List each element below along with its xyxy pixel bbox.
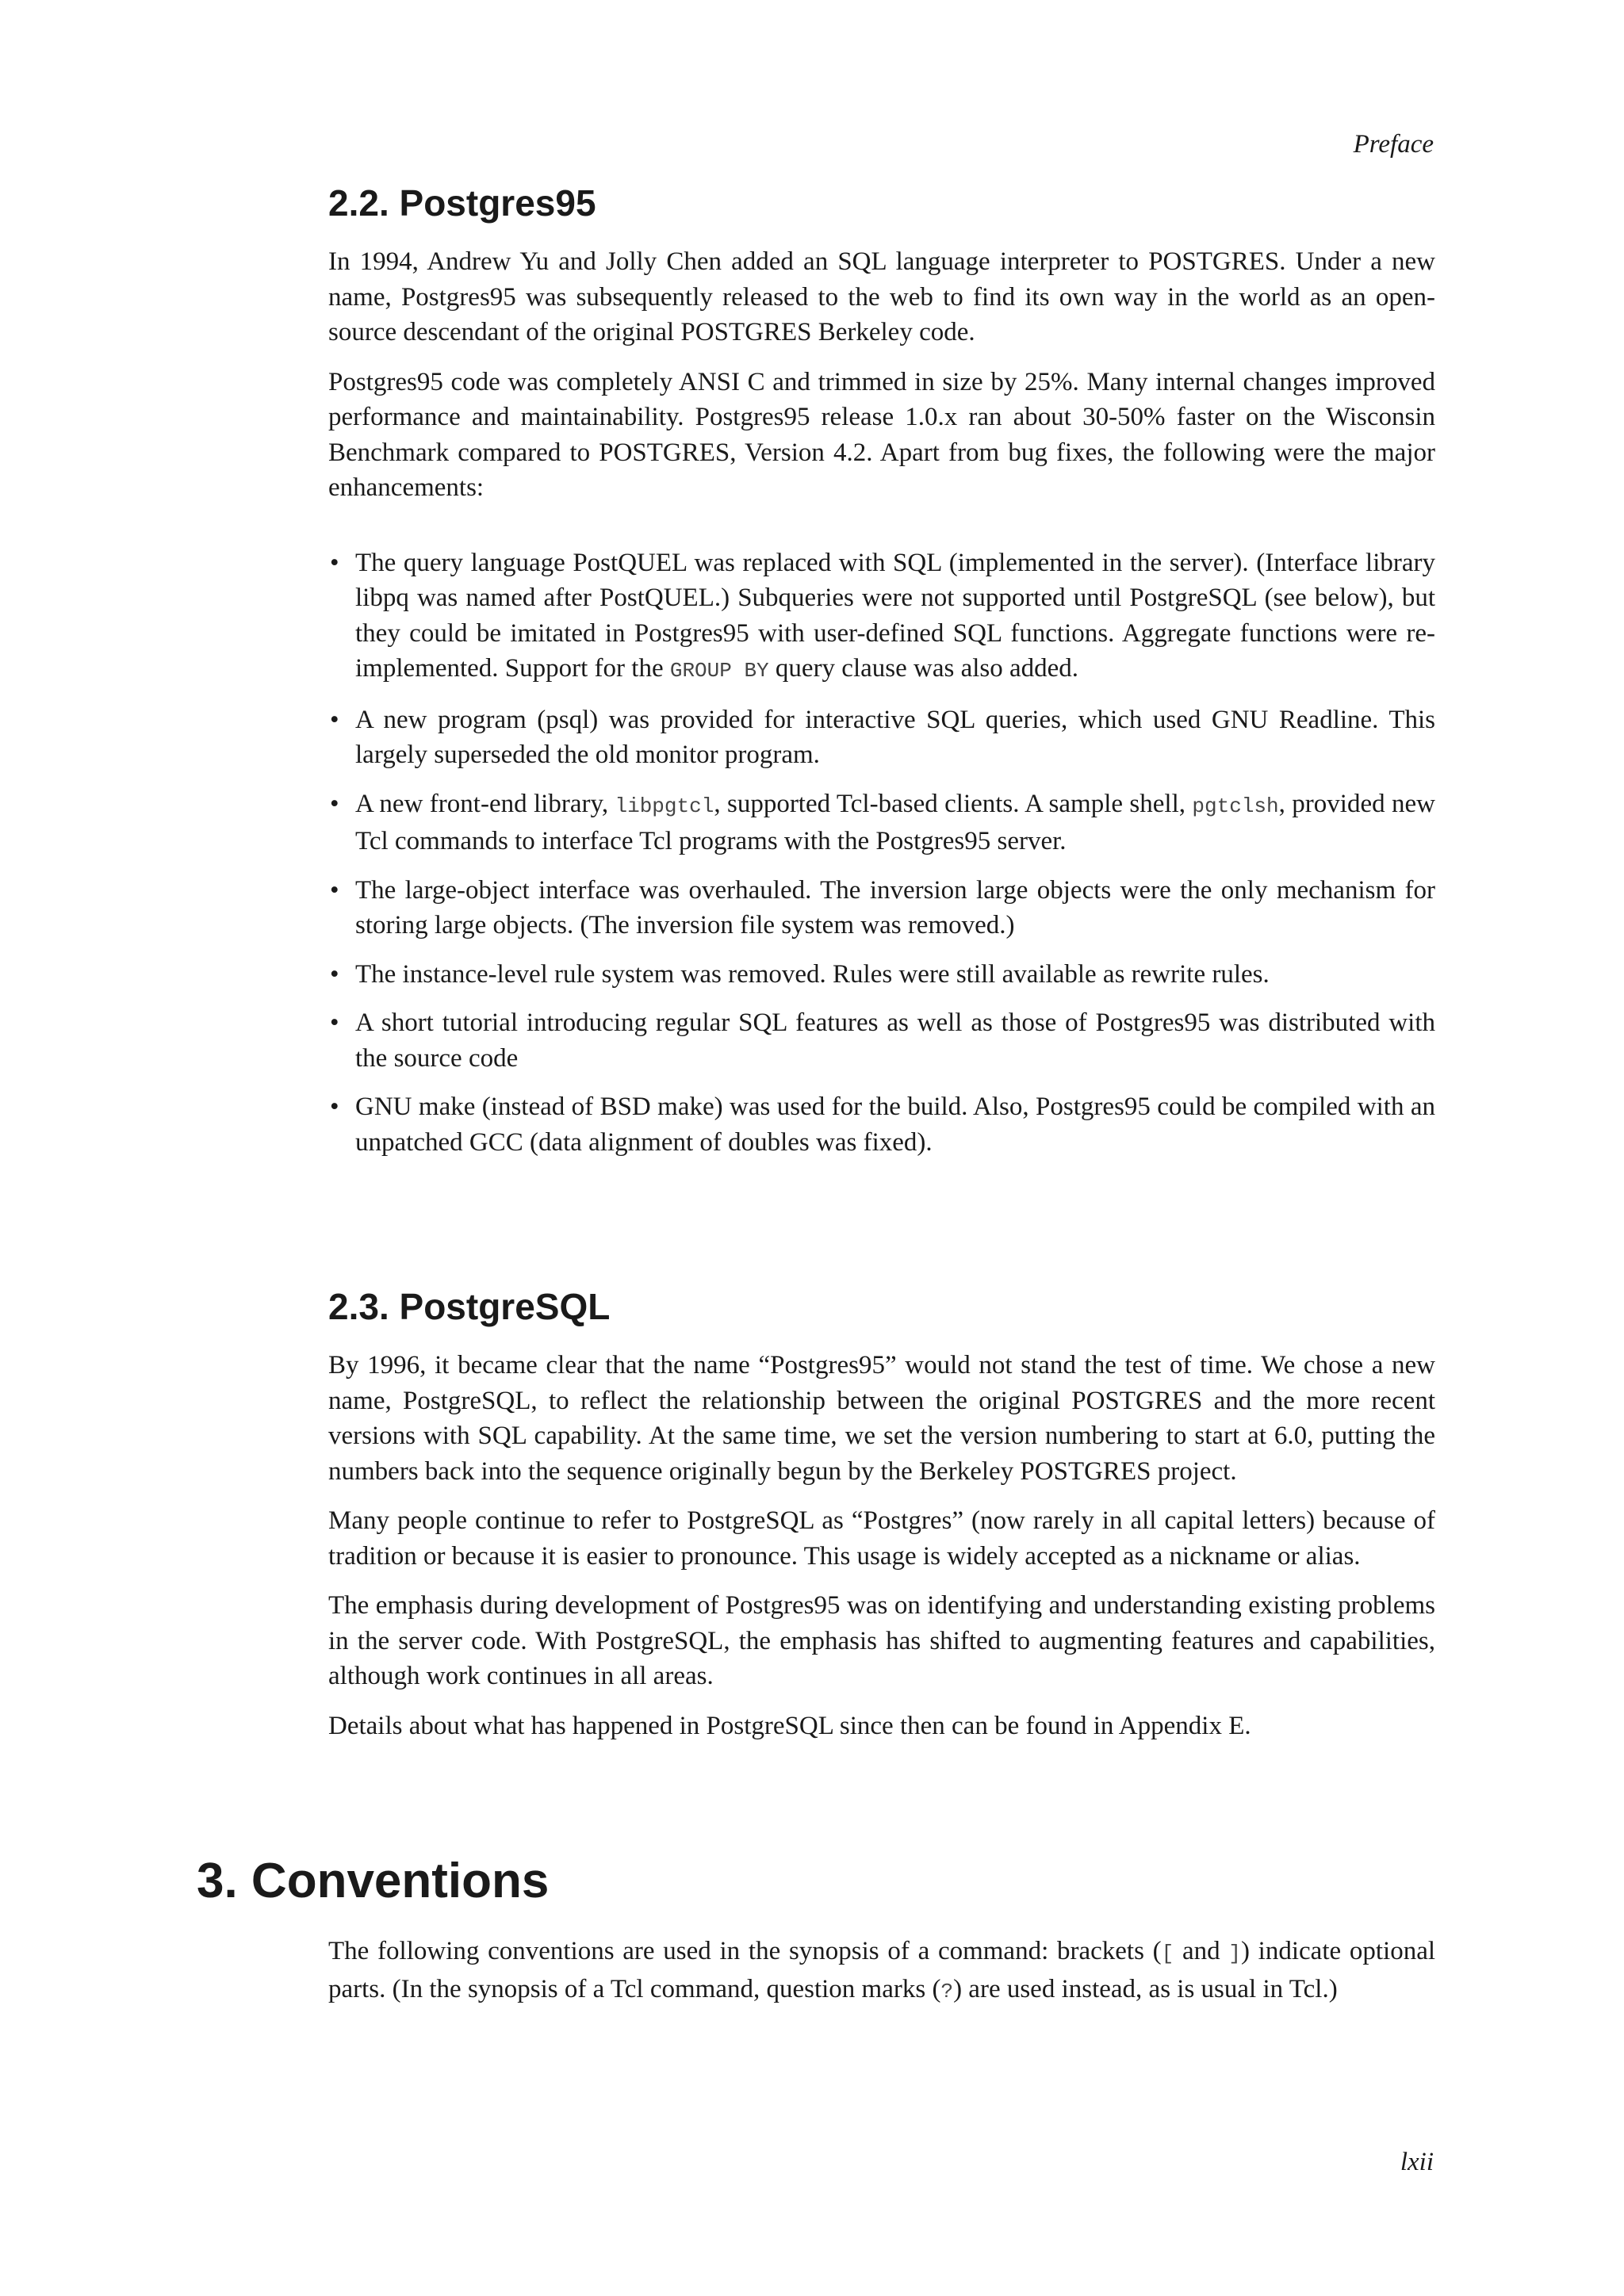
list-item bbox=[328, 1005, 1435, 1076]
paragraph-text: ) indicate optional parts. (In the synopsis of a Tcl command, question marks ( bbox=[328, 1937, 1436, 2003]
running-header: Preface bbox=[1353, 130, 1434, 159]
list-item bbox=[328, 1089, 1435, 1160]
paragraph-text: The following conventions are used in the synopsis of a command: brackets ( bbox=[328, 1937, 1162, 1965]
list-item bbox=[328, 786, 1435, 859]
paragraph bbox=[328, 1934, 1435, 2009]
page-content bbox=[197, 179, 1436, 2023]
list-item-text: , provided new Tcl commands to interface Tcl programs with the Postgres95 server. bbox=[355, 789, 1435, 855]
inline-code: ? bbox=[940, 1979, 954, 2003]
enhancements-list bbox=[328, 545, 1435, 1161]
inline-code: ] bbox=[1228, 1942, 1241, 1965]
bullet-icon: • bbox=[330, 875, 339, 905]
list-item-text: The large-object interface was overhauled. The inversion large objects were the only mechanism for storing large objects. (The inversion file system was removed.) bbox=[355, 875, 1435, 939]
list-item-text: The instance-level rule system was removed. Rules were still available as rewrite rules. bbox=[355, 959, 1270, 989]
list-item-text: A short tutorial introducing regular SQL features as well as those of Postgres95 was distributed with the source code bbox=[355, 1008, 1435, 1073]
bullet-icon: • bbox=[330, 1008, 339, 1037]
section-heading-2-3: 2.3. PostgreSQL bbox=[328, 1286, 611, 1327]
paragraph: Many people continue to refer to PostgreSQL as “Postgres” (now rarely in all capital letters) because of tradition or because it is easier to pronounce. This usage is widely accepted as a nickname or alias. bbox=[328, 1506, 1435, 1571]
list-item-text: query clause was also added. bbox=[768, 654, 1079, 683]
paragraph: By 1996, it became clear that the name “Postgres95” would not stand the test of time. We chose a new name, PostgreSQL, to reflect the relationship between the original POSTGRES and the more recent versions with SQL capability. At the same time, we set the version numbering to start at 6.0, putting the numbers back into the sequence originally begun by the Berkeley POSTGRES project. bbox=[328, 1351, 1435, 1486]
list-item-text: , supported Tcl-based clients. A sample shell, bbox=[714, 789, 1193, 818]
inline-code: GROUP BY bbox=[669, 659, 769, 683]
section-heading-2-2: 2.2. Postgres95 bbox=[328, 182, 596, 224]
paragraph: In 1994, Andrew Yu and Jolly Chen added an SQL language interpreter to POSTGRES. Under a new name, Postgres95 was subsequently released to the web to find its own way in the world as an open-source descendant of the original POSTGRES Berkeley code. bbox=[328, 247, 1435, 346]
list-item bbox=[328, 873, 1435, 943]
bullet-icon: • bbox=[330, 789, 339, 818]
paragraph: Details about what has happened in PostgreSQL since then can be found in Appendix E. bbox=[328, 1711, 1251, 1740]
list-item-text: The query language PostQUEL was replaced with SQL (implemented in the server). (Interface library libpq was named after PostQUEL.) Subqueries were not supported until PostgreSQL (see below), but they could be imitated in Postgres95 with user-defined SQL functions. Aggregate functions were re-implemented. Support for the bbox=[355, 548, 1435, 683]
list-item bbox=[328, 702, 1435, 773]
bullet-icon: • bbox=[330, 548, 339, 577]
paragraph: The emphasis during development of Postgres95 was on identifying and understanding existing problems in the server code. With PostgreSQL, the emphasis has shifted to augmenting features and capabilities, although work continues in all areas. bbox=[328, 1591, 1435, 1690]
section-spacer bbox=[328, 1173, 1435, 1283]
chapter-heading-conventions: 3. Conventions bbox=[197, 1854, 550, 1908]
inline-code: libpgtcl bbox=[615, 794, 714, 818]
section-spacer bbox=[328, 1758, 1435, 1851]
list-item bbox=[328, 957, 1435, 993]
paragraph-text: and bbox=[1174, 1937, 1229, 1965]
paragraph-text: ) are used instead, as is usual in Tcl.) bbox=[953, 1974, 1338, 2003]
inline-code: pgtclsh bbox=[1192, 794, 1279, 818]
bullet-icon: • bbox=[330, 1093, 339, 1121]
list-item-text: GNU make (instead of BSD make) was used for the build. Also, Postgres95 could be compiled with an unpatched GCC (data alignment of doubles was fixed). bbox=[355, 1093, 1435, 1157]
paragraph: Postgres95 code was completely ANSI C and trimmed in size by 25%. Many internal changes improved performance and maintainability. Postgres95 release 1.0.x ran about 30-50% faster on the Wisconsin Benchmark compared to POSTGRES, Version 4.2. Apart from bug fixes, the following were the major enhancements: bbox=[328, 367, 1435, 502]
inline-code: [ bbox=[1161, 1942, 1174, 1965]
page-number: lxii bbox=[1400, 2148, 1434, 2176]
bullet-icon: • bbox=[330, 705, 339, 734]
bullet-icon: • bbox=[330, 959, 339, 989]
list-item-text: A new program (psql) was provided for interactive SQL queries, which used GNU Readline. This largely superseded the old monitor program. bbox=[355, 705, 1435, 769]
list-item bbox=[328, 545, 1435, 689]
list-item-text: A new front-end library, bbox=[355, 789, 615, 818]
